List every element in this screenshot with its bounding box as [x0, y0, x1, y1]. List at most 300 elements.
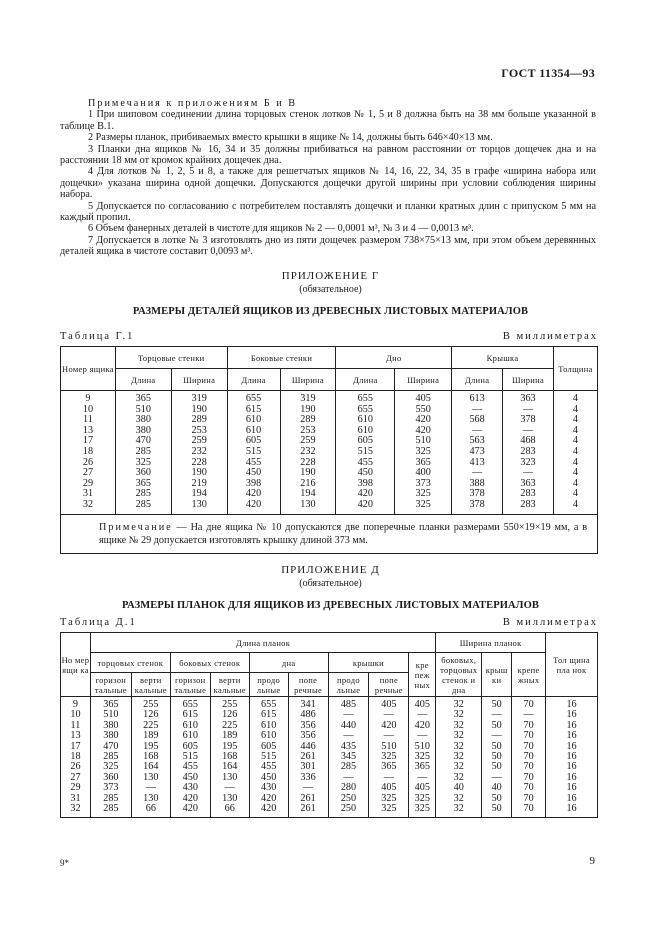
table-row [61, 721, 598, 731]
table-cell: 319 [280, 391, 336, 405]
table-cell: 130 [131, 773, 170, 783]
table-cell: 32 [436, 721, 482, 731]
table-cell: 380 [90, 721, 131, 731]
table-cell: 70 [512, 773, 546, 783]
table-cell: 450 [249, 773, 288, 783]
table-cell: 345 [328, 752, 369, 762]
table-cell: 510 [395, 436, 452, 447]
table-cell: 50 [482, 742, 512, 752]
table-cell: 195 [131, 742, 170, 752]
table-cell: 325 [369, 752, 409, 762]
table-cell: 515 [227, 447, 280, 458]
group-length: Длина планок [90, 633, 435, 653]
note-title: Примечание [99, 521, 173, 533]
table-cell: 70 [512, 697, 546, 711]
table-cell: 613 [452, 391, 503, 405]
table-cell: 420 [227, 489, 280, 500]
table-cell: 450 [170, 773, 210, 783]
table-cell: 470 [90, 742, 131, 752]
table-cell: 510 [115, 405, 171, 416]
table-cell: 420 [227, 500, 280, 514]
footer-mark: 9* [60, 858, 69, 868]
table-cell: 655 [336, 391, 395, 405]
table-cell: — [409, 731, 436, 741]
table-cell: 413 [452, 458, 503, 469]
table-cell: 70 [512, 731, 546, 741]
table-cell: 455 [336, 458, 395, 469]
table-cell: — [369, 731, 409, 741]
table-cell: 610 [170, 721, 210, 731]
table-cell: 610 [249, 721, 288, 731]
table-cell: 216 [280, 479, 336, 490]
table-cell: 325 [395, 447, 452, 458]
table-cell: 4 [553, 415, 597, 426]
sub-lid-width: крыш ки [482, 653, 512, 697]
table-cell: 365 [395, 458, 452, 469]
table-cell: 405 [409, 697, 436, 711]
table-row [61, 500, 598, 514]
table-cell: 420 [249, 794, 288, 804]
table-cell: 32 [61, 500, 116, 514]
table-cell: 13 [61, 731, 91, 741]
table-cell: 655 [170, 697, 210, 711]
table-cell: 194 [171, 489, 227, 500]
table-cell: 17 [61, 436, 116, 447]
table-cell: 26 [61, 458, 116, 469]
table-cell: — [369, 773, 409, 783]
table-cell: — [482, 710, 512, 720]
table-cell: 190 [280, 405, 336, 416]
table-cell: 70 [512, 752, 546, 762]
table-cell: 515 [336, 447, 395, 458]
table-cell: 4 [553, 500, 597, 514]
table-cell: 194 [280, 489, 336, 500]
table-cell: 420 [170, 794, 210, 804]
table-cell: 455 [249, 762, 288, 772]
table-cell: 455 [227, 458, 280, 469]
sub-width: Ширина [280, 369, 336, 391]
table-cell: 365 [369, 762, 409, 772]
table-cell: 373 [395, 479, 452, 490]
table-cell: 16 [546, 697, 598, 711]
table-cell: 16 [546, 783, 598, 793]
appendix-g-label: ПРИЛОЖЕНИЕ Г [281, 270, 380, 282]
table-cell: 228 [280, 458, 336, 469]
table-cell: 605 [249, 742, 288, 752]
note-item: 4 Для лотков № 1, 2, 5 и 8, а также для решетчатых ящиков № 14, 16, 22, 34, 35 в графе «ширина набора или дощечки» указана ширина одной дощечки. Допускаются дощечки другой ширины при условии соблюдения ширины набора. [60, 166, 596, 201]
table-cell: — [452, 468, 503, 479]
table-cell: 32 [436, 697, 482, 711]
note-item: 3 Планки дна ящиков № 16, 34 и 35 должны прибиваться на равном расстоянии от торцов дощечек дна и на расстоянии 18 мм от кромок крайних дощечек дна. [60, 143, 596, 167]
table-cell: 50 [482, 752, 512, 762]
table-cell: 510 [409, 742, 436, 752]
table-cell: — [503, 405, 554, 416]
table-cell: 420 [369, 721, 409, 731]
table-cell: 356 [288, 721, 328, 731]
sub-width: Ширина [171, 369, 227, 391]
table-cell: 66 [210, 804, 249, 818]
table-cell: 4 [553, 447, 597, 458]
table-cell: 283 [503, 447, 554, 458]
table-cell: 219 [171, 479, 227, 490]
notes-block [60, 98, 596, 258]
table-cell: 259 [171, 436, 227, 447]
table-cell: 32 [436, 773, 482, 783]
table-cell: 446 [288, 742, 328, 752]
table-cell: 16 [546, 773, 598, 783]
table-cell: 225 [210, 721, 249, 731]
table-cell: 253 [280, 426, 336, 437]
table-cell: 655 [249, 697, 288, 711]
col-thickness: Толщина [553, 347, 597, 391]
table-cell: 420 [395, 426, 452, 437]
table-cell: 325 [395, 500, 452, 514]
table-cell: 615 [227, 405, 280, 416]
table-cell: 380 [90, 731, 131, 741]
table-cell: 398 [336, 479, 395, 490]
table-cell: 130 [210, 794, 249, 804]
table-cell: 16 [546, 794, 598, 804]
table-cell: 9 [61, 697, 91, 711]
table-cell: 190 [171, 405, 227, 416]
table-cell: 615 [249, 710, 288, 720]
table-cell: 255 [210, 697, 249, 711]
table-cell: 50 [482, 804, 512, 818]
sub-vertical: верти кальные [210, 673, 249, 697]
table-cell: 16 [546, 742, 598, 752]
table-cell: 420 [336, 489, 395, 500]
table-cell: 430 [170, 783, 210, 793]
table-cell: 31 [61, 489, 116, 500]
table-cell: 285 [115, 500, 171, 514]
table-cell: 365 [90, 697, 131, 711]
sub-vertical: верти кальные [131, 673, 170, 697]
table-cell: 430 [249, 783, 288, 793]
table-cell: 365 [115, 479, 171, 490]
col-number: Но мер ящи ка [61, 633, 91, 697]
sub-length: Длина [452, 369, 503, 391]
table-cell: 50 [482, 697, 512, 711]
table-cell: — [503, 426, 554, 437]
table-g-units: В миллиметрах [502, 331, 598, 342]
table-cell: 190 [280, 468, 336, 479]
table-cell: 261 [288, 794, 328, 804]
table-cell: 168 [131, 752, 170, 762]
table-cell: 655 [227, 391, 280, 405]
table-cell: 285 [115, 447, 171, 458]
table-cell: 32 [436, 804, 482, 818]
note-item: 7 Допускается в лотке № 3 изготовлять дно из пяти дощечек размером 738×75×13 мм, при этом объем деревянных деталей ящика в чистоте составит 0,0093 м³. [60, 234, 596, 258]
table-cell: 32 [436, 742, 482, 752]
table-cell: 189 [210, 731, 249, 741]
table-cell: 32 [436, 762, 482, 772]
table-cell: 168 [210, 752, 249, 762]
page-number: 9 [589, 855, 595, 867]
col-number: Номер ящика [61, 347, 116, 391]
table-row [61, 794, 598, 804]
note-item: 6 Объем фанерных деталей в чистоте для ящиков № 2 — 0,0001 м³, № 3 и 4 — 0,0013 м³. [88, 223, 474, 235]
table-cell: 32 [436, 731, 482, 741]
table-cell: 283 [503, 489, 554, 500]
table-cell: 16 [546, 721, 598, 731]
table-cell: 195 [210, 742, 249, 752]
table-g-label: Таблица Г.1 [60, 331, 135, 342]
table-cell: 486 [288, 710, 328, 720]
table-cell: 17 [61, 742, 91, 752]
table-cell: 610 [336, 426, 395, 437]
table-cell: 285 [90, 752, 131, 762]
table-cell: 285 [115, 489, 171, 500]
table-cell: 40 [482, 783, 512, 793]
table-cell: 473 [452, 447, 503, 458]
table-cell: 380 [115, 415, 171, 426]
table-cell: 70 [512, 721, 546, 731]
table-cell: 40 [436, 783, 482, 793]
table-cell: 455 [170, 762, 210, 772]
sub-fastening-width: крепе жных [512, 653, 546, 697]
table-cell: 27 [61, 468, 116, 479]
sub-width: Ширина [395, 369, 452, 391]
note-item: 2 Размеры планок, прибиваемых вместо крышки в ящике № 14, должны быть 646×40×13 мм. [88, 132, 493, 144]
appendix-d-status: (обязательное) [299, 578, 362, 589]
sub-longitudinal: продо льные [249, 673, 288, 697]
table-cell: 510 [369, 742, 409, 752]
table-cell: 285 [90, 794, 131, 804]
table-cell: — [369, 710, 409, 720]
table-cell: 515 [170, 752, 210, 762]
table-cell: — [503, 468, 554, 479]
sub-side-end-bottom: боковых, торцовых стенок и дна [436, 653, 482, 697]
appendix-g-heading: РАЗМЕРЫ ДЕТАЛЕЙ ЯЩИКОВ ИЗ ДРЕВЕСНЫХ ЛИСТОВЫХ МАТЕРИАЛОВ [132, 306, 529, 317]
table-cell: 605 [227, 436, 280, 447]
table-cell: — [452, 405, 503, 416]
note-text: — На дне ящика № 10 допускаются две поперечные планки размерами 550×19×19 мм, а в ящике № 29 допускается изготовлять крышку длиной 373 мм. [99, 521, 587, 546]
table-cell: 10 [61, 405, 116, 416]
group-side-walls: Боковые стенки [227, 347, 336, 369]
table-cell: 615 [170, 710, 210, 720]
table-cell: 4 [553, 489, 597, 500]
table-cell: 31 [61, 794, 91, 804]
table-cell: — [409, 773, 436, 783]
table-cell: 301 [288, 762, 328, 772]
table-cell: 225 [131, 721, 170, 731]
table-cell: 228 [171, 458, 227, 469]
table-cell: 365 [409, 762, 436, 772]
table-cell: 50 [482, 721, 512, 731]
table-cell: 190 [171, 468, 227, 479]
table-cell: 515 [249, 752, 288, 762]
table-cell: 32 [61, 804, 91, 818]
table-cell: 289 [280, 415, 336, 426]
table-cell: 610 [227, 426, 280, 437]
table-cell: 610 [227, 415, 280, 426]
table-d-label: Таблица Д.1 [60, 617, 137, 628]
table-cell: 325 [90, 762, 131, 772]
table-cell: 126 [210, 710, 249, 720]
table-row [61, 742, 598, 752]
sub-length: Длина [115, 369, 171, 391]
table-cell: 253 [171, 426, 227, 437]
table-cell: 11 [61, 415, 116, 426]
table-cell: — [131, 783, 170, 793]
table-cell: 130 [131, 794, 170, 804]
table-cell: 289 [171, 415, 227, 426]
table-row [61, 391, 598, 405]
table-cell: 405 [369, 697, 409, 711]
sub-horizontal: горизон тальные [170, 673, 210, 697]
table-row [61, 762, 598, 772]
table-cell: 325 [409, 804, 436, 818]
table-cell: 363 [503, 479, 554, 490]
table-cell: 259 [280, 436, 336, 447]
table-cell: 360 [115, 468, 171, 479]
appendix-g-status: (обязательное) [299, 284, 362, 295]
table-row [61, 697, 598, 711]
table-cell: 280 [328, 783, 369, 793]
table-cell: 27 [61, 773, 91, 783]
group-end-walls: Торцовые стенки [115, 347, 227, 369]
table-cell: 16 [546, 731, 598, 741]
table-cell: 50 [482, 762, 512, 772]
table-cell: 70 [512, 804, 546, 818]
table-cell: 336 [288, 773, 328, 783]
note-item: 1 При шиповом соединении длина торцовых стенок лотков № 1, 5 и 8 должна быть на 38 мм больше указанной в таблице В.1. [60, 109, 596, 132]
table-cell: 356 [288, 731, 328, 741]
table-g1 [60, 346, 598, 554]
table-cell: 70 [512, 742, 546, 752]
table-cell: 510 [90, 710, 131, 720]
table-cell: 610 [170, 731, 210, 741]
table-cell: 261 [288, 804, 328, 818]
table-row [61, 773, 598, 783]
table-cell: 405 [409, 783, 436, 793]
table-cell: 164 [210, 762, 249, 772]
table-cell: 440 [328, 721, 369, 731]
sub-end-walls: торцовых стенок [90, 653, 170, 673]
table-cell: 563 [452, 436, 503, 447]
table-cell: 363 [503, 391, 554, 405]
table-cell: 9 [61, 391, 116, 405]
table-cell: — [452, 426, 503, 437]
table-cell: 10 [61, 710, 91, 720]
table-cell: 420 [170, 804, 210, 818]
table-cell: — [512, 710, 546, 720]
table-cell: 66 [131, 804, 170, 818]
table-cell: 325 [395, 489, 452, 500]
table-cell: 261 [288, 752, 328, 762]
table-cell: 550 [395, 405, 452, 416]
table-g-note [61, 514, 598, 553]
sub-length: Длина [227, 369, 280, 391]
table-d-units: В миллиметрах [502, 617, 598, 628]
sub-bottom: дна [249, 653, 328, 673]
table-cell: — [328, 731, 369, 741]
table-d1 [60, 632, 598, 818]
sub-transverse: попе речные [369, 673, 409, 697]
table-cell: — [288, 783, 328, 793]
table-cell: 405 [395, 391, 452, 405]
table-row [61, 710, 598, 720]
table-cell: 250 [328, 804, 369, 818]
table-cell: 32 [436, 710, 482, 720]
table-cell: 32 [436, 752, 482, 762]
table-cell: 70 [512, 762, 546, 772]
table-cell: 4 [553, 405, 597, 416]
table-cell: — [409, 710, 436, 720]
table-row [61, 804, 598, 818]
table-cell: 70 [512, 783, 546, 793]
table-cell: 605 [170, 742, 210, 752]
table-cell: 325 [409, 794, 436, 804]
table-cell: 380 [115, 426, 171, 437]
table-cell: 435 [328, 742, 369, 752]
table-cell: — [328, 710, 369, 720]
table-cell: 325 [409, 752, 436, 762]
group-bottom: Дно [336, 347, 452, 369]
table-cell: 388 [452, 479, 503, 490]
table-row [61, 731, 598, 741]
table-cell: 16 [546, 762, 598, 772]
appendix-d-label: ПРИЛОЖЕНИЕ Д [281, 564, 380, 576]
table-cell: 4 [553, 436, 597, 447]
table-cell: 373 [90, 783, 131, 793]
table-cell: 16 [546, 710, 598, 720]
table-cell: 323 [503, 458, 554, 469]
table-cell: 285 [90, 804, 131, 818]
table-cell: 420 [336, 500, 395, 514]
sub-width: Ширина [503, 369, 554, 391]
table-row [61, 447, 598, 458]
document-code: ГОСТ 11354—93 [501, 66, 595, 80]
table-cell: 655 [336, 405, 395, 416]
group-lid: Крышка [452, 347, 554, 369]
table-cell: 18 [61, 447, 116, 458]
table-cell: 420 [395, 415, 452, 426]
appendix-d-heading: РАЗМЕРЫ ПЛАНОК ДЛЯ ЯЩИКОВ ИЗ ДРЕВЕСНЫХ ЛИСТОВЫХ МАТЕРИАЛОВ [122, 600, 539, 611]
group-width: Ширина планок [436, 633, 546, 653]
table-cell: 378 [452, 500, 503, 514]
table-row [61, 752, 598, 762]
table-cell: 378 [503, 415, 554, 426]
sub-transverse: попе речные [288, 673, 328, 697]
table-cell: 232 [280, 447, 336, 458]
table-cell: 16 [546, 752, 598, 762]
table-cell: — [482, 773, 512, 783]
table-cell: 130 [210, 773, 249, 783]
table-cell: 130 [171, 500, 227, 514]
table-cell: 450 [227, 468, 280, 479]
table-cell: 325 [115, 458, 171, 469]
sub-length: Длина [336, 369, 395, 391]
table-cell: 32 [436, 794, 482, 804]
sub-horizontal: горизон тальные [90, 673, 131, 697]
table-cell: 4 [553, 391, 597, 405]
table-cell: — [210, 783, 249, 793]
table-cell: 4 [553, 479, 597, 490]
table-cell: 16 [546, 804, 598, 818]
table-cell: 420 [249, 804, 288, 818]
sub-lid: крышки [328, 653, 409, 673]
table-cell: 360 [90, 773, 131, 783]
table-cell: 325 [369, 794, 409, 804]
table-cell: 325 [369, 804, 409, 818]
table-cell: 13 [61, 426, 116, 437]
sub-side-walls: боковых стенок [170, 653, 249, 673]
table-cell: 605 [336, 436, 395, 447]
table-cell: 283 [503, 500, 554, 514]
sub-fastening: кре пеж ных [409, 653, 436, 697]
table-cell: 470 [115, 436, 171, 447]
